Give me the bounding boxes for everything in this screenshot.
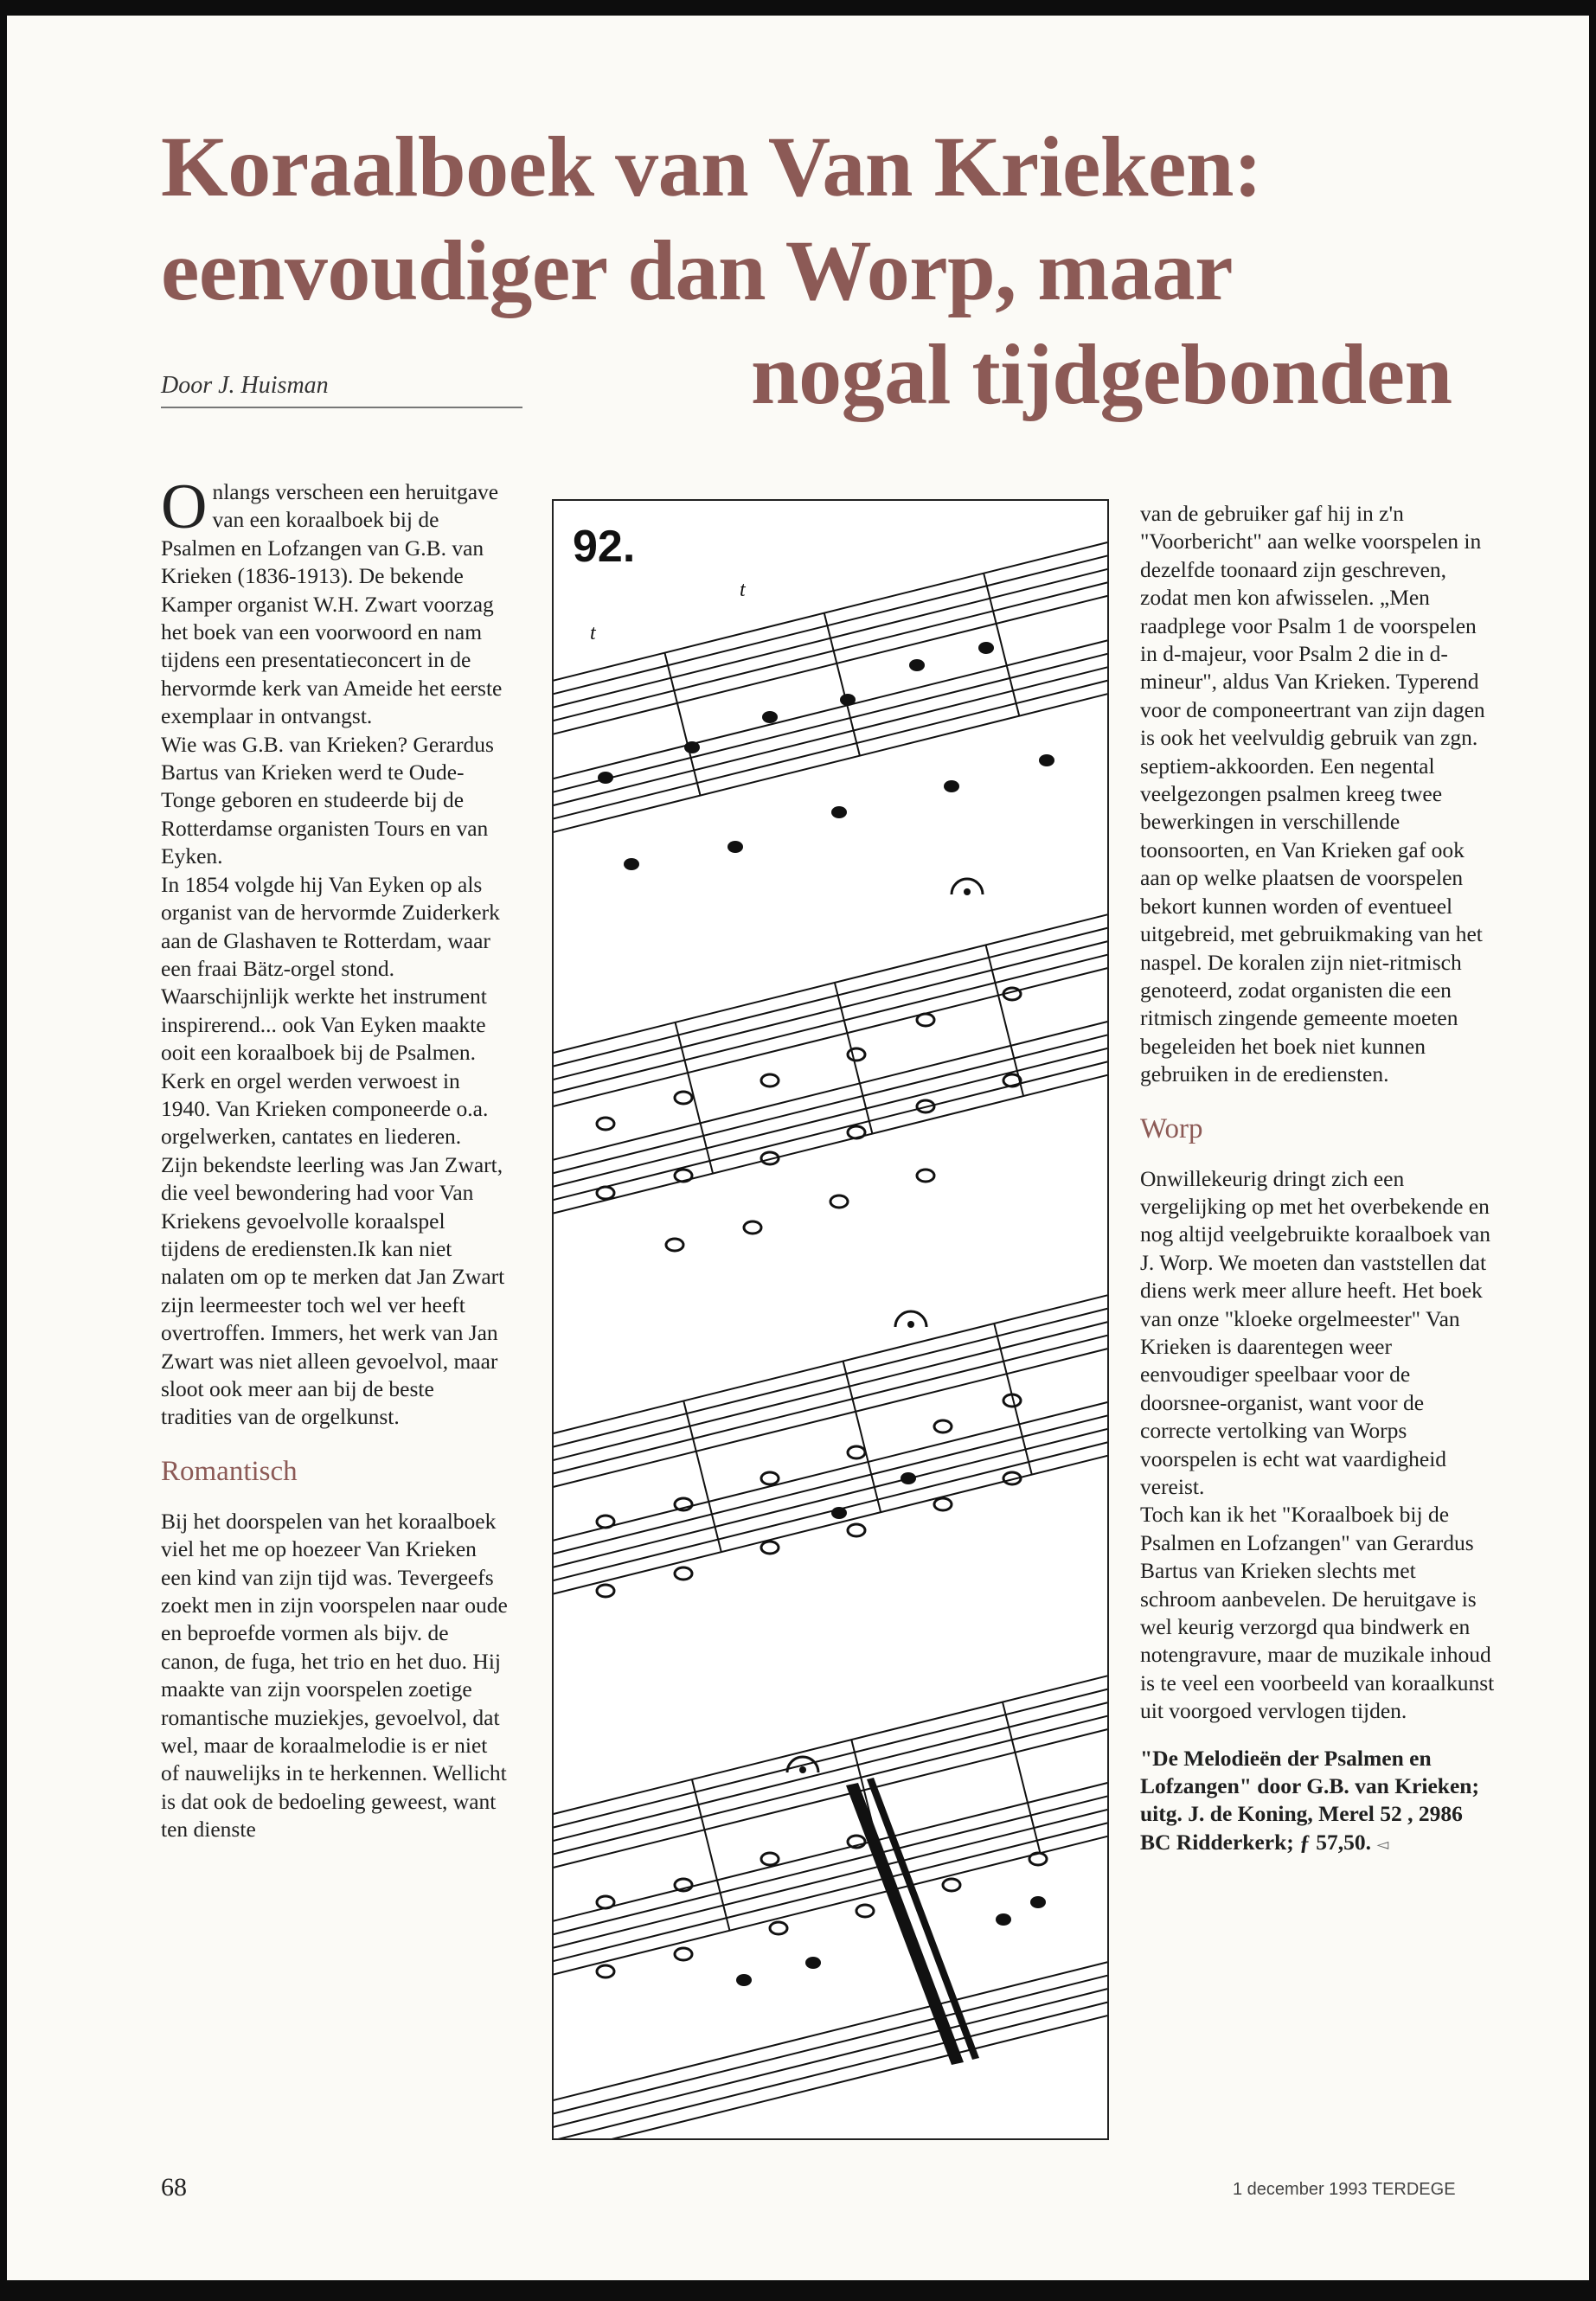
scan-border-bottom bbox=[0, 2280, 1596, 2301]
scan-border-right bbox=[1589, 0, 1596, 2301]
ornament-mark: t bbox=[740, 579, 746, 601]
subheading-worp: Worp bbox=[1140, 1112, 1203, 1144]
paragraph: Onwillekeurig dringt zich een vergelijking op met het overbekende en nog altijd veelgebruikte koraalboek van J. Worp. We moeten dan vaststellen dat diens werk meer allure heeft. Het boek van onze "kloeke orgelmeester" Van Krieken is daarentegen weer eenvoudiger speelbaar voor de doorsnee-organist, want voor de correcte vertolking van Worps voorspelen is echt wat vaardigheid vereist. bbox=[1140, 1165, 1491, 1499]
intro-paragraph bbox=[161, 471, 509, 731]
ornament-mark: t bbox=[590, 622, 596, 644]
byline: Door J. Huisman bbox=[161, 372, 522, 408]
paragraph: van de gebruiker gaf hij in z'n "Voorbericht" aan welke voorspelen in dezelfde toonaard zijn geschreven, zodat men kon afwisselen. „Men raadplege voor Psalm 1 de voorspelen in d-majeur, voor Psalm 2 die in d-mineur", aldus Van Krieken. Typerend voor de componeertrant van zijn dagen is ook het veelvuldig gebruik van zgn. septiem-akkoorden. Een negental veelgezongen psalmen kreeg twee bewerkingen in verschillende toonsoorten, en Van Krieken gaf ook aan op welke plaatsen de voorspelen bekort kunnen worden of eventueel uitgebreid, met gebruikmaking van het naspel. De koralen zijn niet-ritmisch genoteerd, zodat organisten die een ritmisch zingende gemeente moeten begeleiden het boek niet kunnen gebruiken in de erediensten. bbox=[1140, 501, 1485, 1087]
paragraph: Bij het doorspelen van het koraalboek viel het me op hoezeer Van Krieken een kind van zijn tijd was. Tevergeefs zoekt men in zijn voorspelen naar oude en beproefde vormen als bijv. de canon, de fuga, het trio en het duo. Hij maakte van zijn voorspelen zoetige romantische muziekjes, gevoelvol, dat wel, maar de koraalmelodie is er niet of nauwelijks in te herkennen. Wellicht is dat ook de bedoeling geweest, want ten dienste bbox=[161, 1508, 508, 1843]
drop-cap: O bbox=[161, 471, 208, 542]
issue-footer: 1 december 1993 TERDEGE bbox=[1233, 2180, 1456, 2199]
sheet-music-drawing bbox=[554, 501, 1107, 2138]
paragraph: Wie was G.B. van Krieken? Gerardus Bartus van Krieken werd te Oude-Tonge geboren en studeerde bij de Rotterdamse organisten Tours en van Eyken. bbox=[161, 731, 494, 869]
subheading-romantisch: Romantisch bbox=[161, 1455, 298, 1487]
page-number: 68 bbox=[161, 2173, 187, 2202]
headline-line-3: nogal tijdgebonden bbox=[751, 326, 1452, 422]
paragraph: Zijn bekendste leerling was Jan Zwart, die veel bewondering had voor Van Kriekens gevoelvolle koraalspel tijdens de erediensten.Ik kan niet nalaten om op te merken dat Jan Zwart zijn leermeester toch wel ver heeft overtroffen. Immers, het werk van Jan Zwart was niet alleen gevoelvol, maar sloot ook meer aan bij de beste tradities van de orgelkunst. bbox=[161, 1151, 505, 1430]
book-info-note bbox=[1140, 1745, 1495, 1859]
paragraph: In 1854 volgde hij Van Eyken op als organist van de hervormde Zuiderkerk aan de Glashaven te Rotterdam, waar een fraai Bätz-orgel stond. Waarschijnlijk werkte het instrument inspirerend... ook Van Eyken maakte ooit een koraalboek bij de Psalmen. Kerk en orgel werden verwoest in 1940. Van Krieken componeerde o.a. orgelwerken, cantates en liederen. bbox=[161, 871, 500, 1150]
headline-line-2: eenvoudiger dan Worp, maar bbox=[161, 222, 1233, 318]
intro-text: nlangs verscheen een heruitgave van een koraalboek bij de Psalmen en Lofzangen van G.B. van Krieken (1836-1913). De bekende Kamper organist W.H. Zwart voorzag het boek van een voorwoord en nam tijdens een presentatieconcert in de hervormde kerk van Ameide het eerste exemplaar in ontvangst. bbox=[161, 479, 503, 729]
end-mark-icon: ◅ bbox=[1376, 1835, 1389, 1853]
scan-border-left bbox=[0, 0, 7, 2301]
paragraph: Toch kan ik het "Koraalboek bij de Psalmen en Lofzangen" van Gerardus Bartus van Krieken slechts met schroom aanbevelen. De heruitgave is wel keurig verzorgd qua bindwerk en notengravure, maar de muzikale inhoud is te veel een voorbeeld van koraalkunst uit voorgoed vervlogen tijden. bbox=[1140, 1502, 1495, 1724]
left-text-column bbox=[161, 471, 509, 1844]
headline-line-1: Koraalboek van Van Krieken: bbox=[161, 119, 1262, 215]
book-info-text: "De Melodieën der Psalmen en Lofzangen" door G.B. van Krieken; uitg. J. de Koning, Merel 52 , 2986 BC Ridderkerk; ƒ 57,50. bbox=[1140, 1745, 1479, 1855]
scan-border-top bbox=[0, 0, 1596, 16]
music-number-label: 92. bbox=[573, 522, 636, 572]
right-text-column bbox=[1140, 500, 1495, 1858]
sheet-music-illustration bbox=[552, 499, 1109, 2140]
